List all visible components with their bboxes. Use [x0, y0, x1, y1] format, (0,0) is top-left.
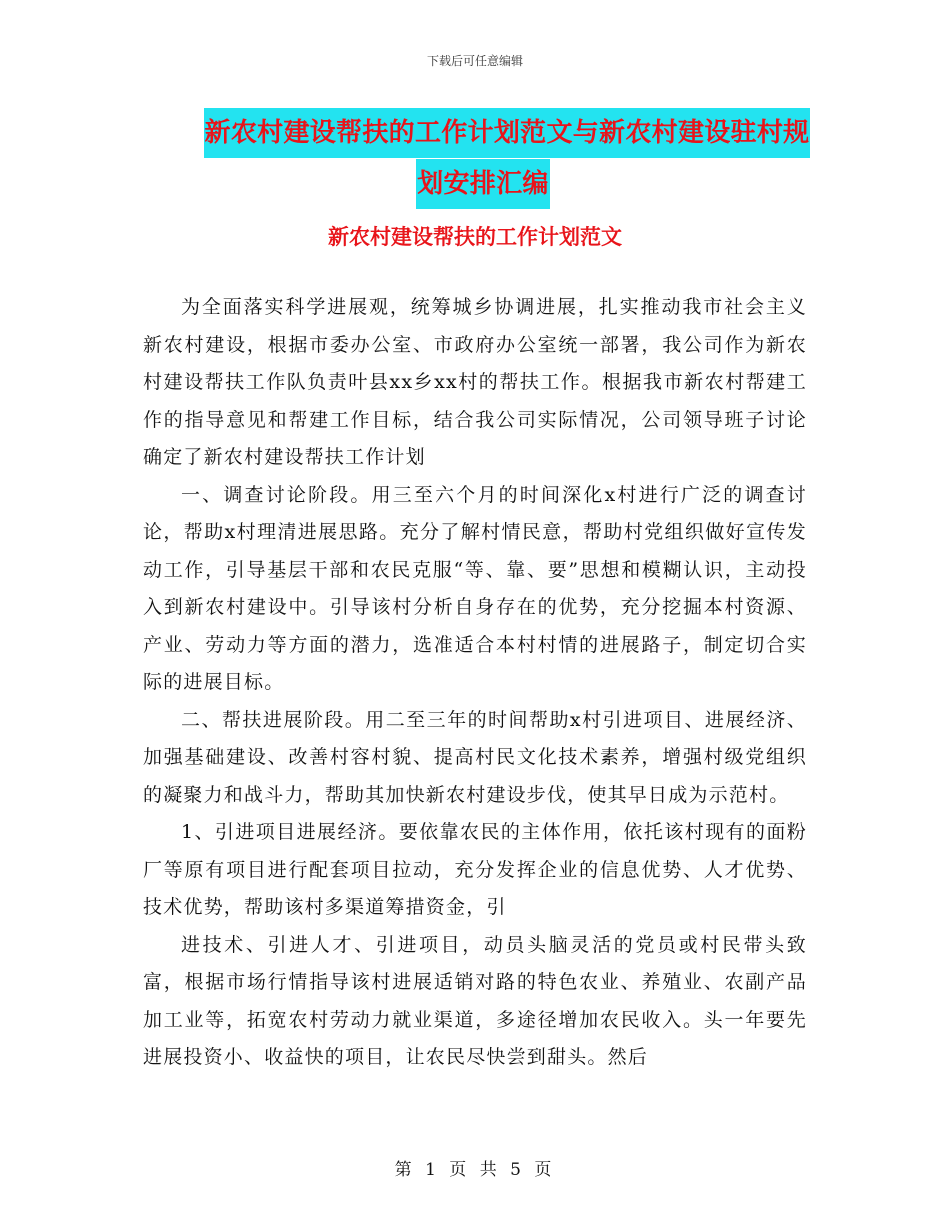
document-title-line-1: 新农村建设帮扶的工作计划范文与新农村建设驻村规 — [204, 108, 811, 158]
paragraph-phase-1: 一、调查讨论阶段。用三至六个月的时间深化x村进行广泛的调查讨论，帮助x村理清进展思路。充分了解村情民意，帮助村党组织做好宣传发动工作，引导基层干部和农民克服“等、靠、要”思想和模糊认识，主动投入到新农村建设中。引导该村分析自身存在的优势，充分挖掘本村资源、产业、劳动力等方面的潜力，选准适合本村村情的进展路子，制定切合实际的进展目标。 — [143, 483, 807, 693]
document-body — [143, 289, 807, 1077]
section-title: 新农村建设帮扶的工作计划范文 — [328, 225, 622, 249]
document-title-line-2: 划安排汇编 — [416, 159, 550, 209]
page-footer: 第 1 页 共 5 页 — [394, 1160, 556, 1180]
paragraph-continuation: 进技术、引进人才、引进项目，动员头脑灵活的党员或村民带头致富，根据市场行情指导该村进展适销对路的特色农业、养殖业、农副产品加工业等，拓宽农村劳动力就业渠道，多途径增加农民收入。头一年要先进展投资小、收益快的项目，让农民尽快尝到甜头。然后 — [143, 933, 807, 1068]
page-header-note: 下载后可任意编辑 — [426, 54, 523, 68]
paragraph-intro: 为全面落实科学进展观，统筹城乡协调进展，扎实推动我市社会主义新农村建设，根据市委办公室、市政府办公室统一部署，我公司作为新农村建设帮扶工作队负责叶县xx乡xx村的帮扶工作。根据我市新农村帮建工作的指导意见和帮建工作目标，结合我公司实际情况，公司领导班子讨论确定了新农村建设帮扶工作计划 — [143, 296, 807, 468]
document-title — [143, 108, 823, 210]
paragraph-item-1: 1、引进项目进展经济。要依靠农民的主体作用，依托该村现有的面粉厂等原有项目进行配套项目拉动，充分发挥企业的信息优势、人才优势、技术优势，帮助该村多渠道筹措资金，引 — [143, 821, 807, 918]
paragraph-phase-2: 二、帮扶进展阶段。用二至三年的时间帮助x村引进项目、进展经济、加强基础建设、改善村容村貌、提高村民文化技术素养，增强村级党组织的凝聚力和战斗力，帮助其加快新农村建设步伐，使其早日成为示范村。 — [143, 708, 807, 806]
